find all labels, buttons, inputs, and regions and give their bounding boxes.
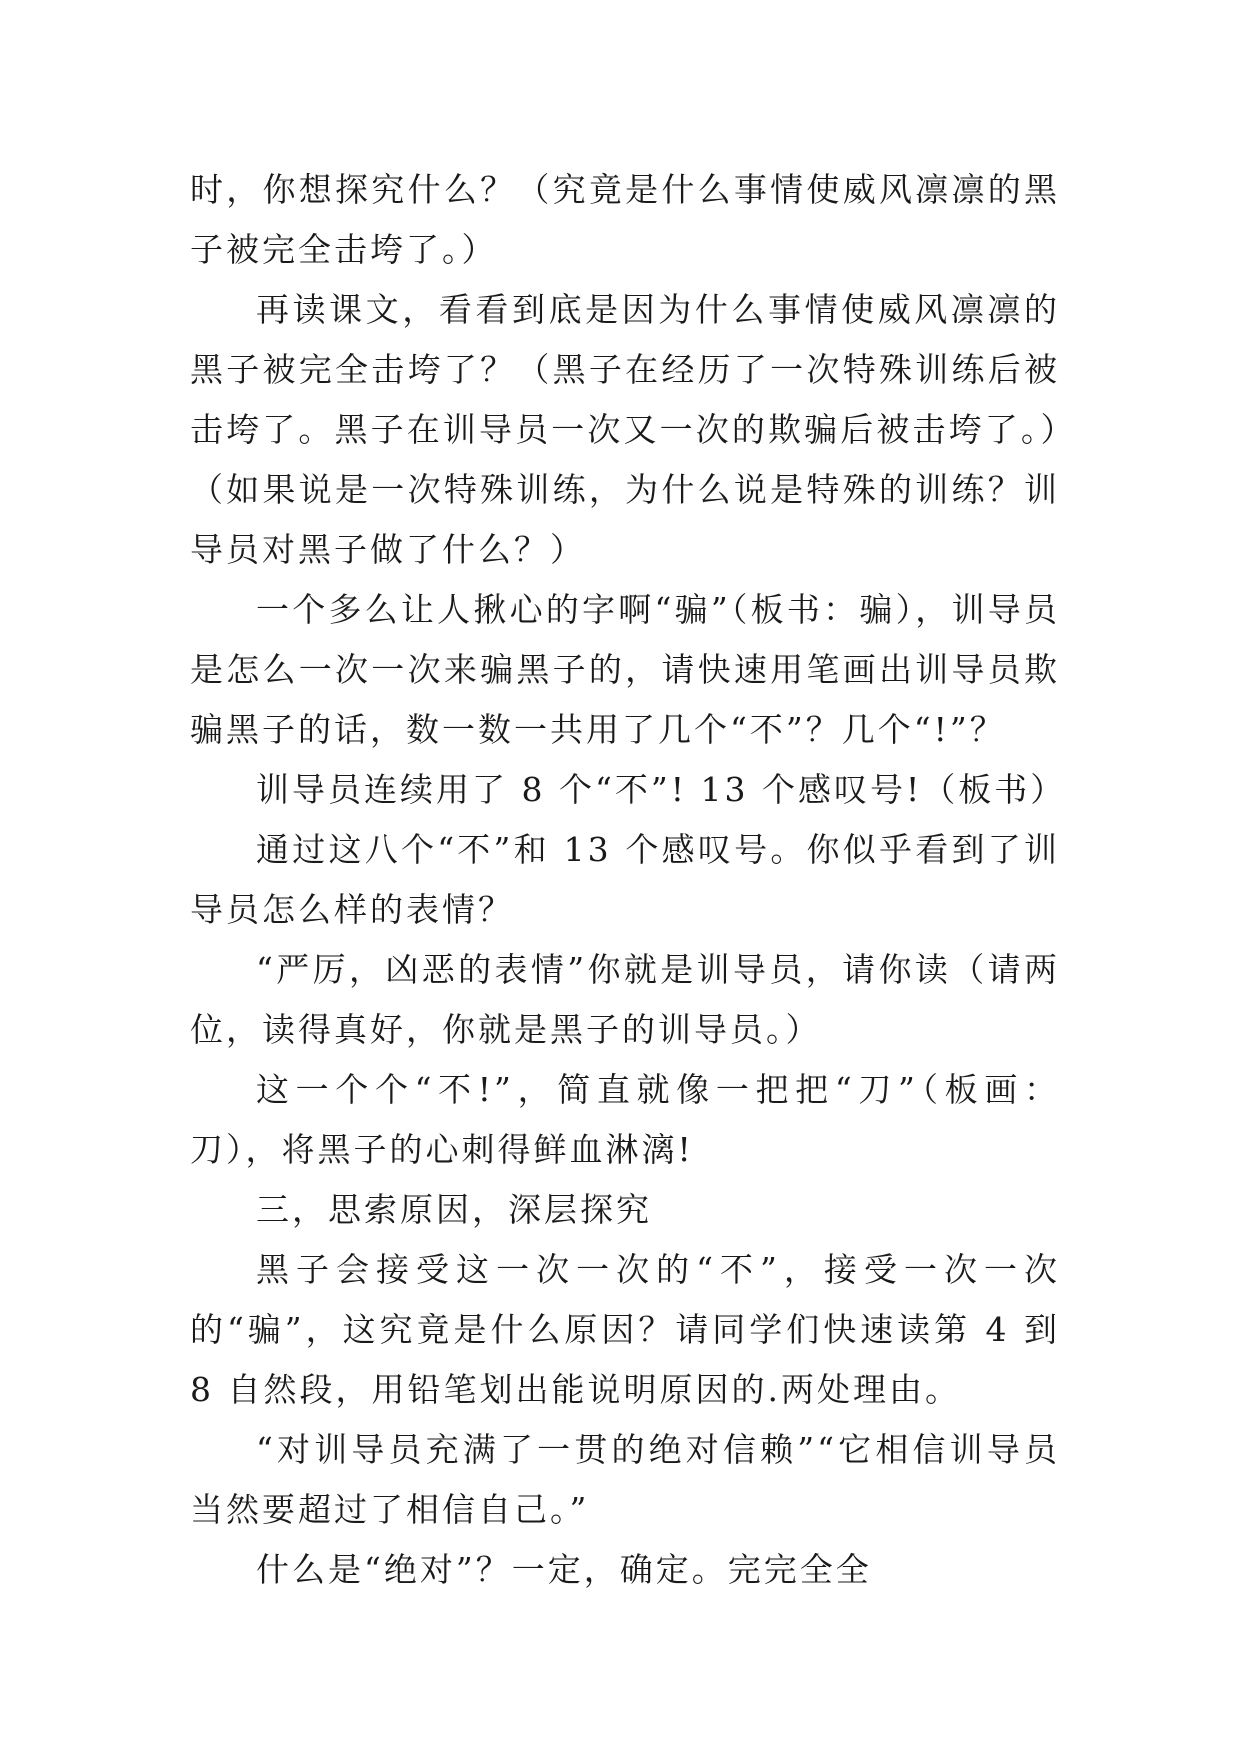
paragraph: 训导员连续用了 8 个“不”! 13 个感叹号!（板书） (256, 770, 1067, 809)
section-heading: 三，思索原因，深层探究 (256, 1190, 652, 1229)
paragraph: 时，你想探究什么？（究竟是什么事情使威风凛凛的黑子被完全击垮了。） (190, 170, 1060, 269)
paragraph: 什么是“绝对”？一定，确定。完完全全 (256, 1550, 872, 1589)
paragraph: “严厉，凶恶的表情”你就是训导员，请你读（请两位，读得真好，你就是黑子的训导员。） (190, 950, 1060, 1049)
paragraph: 一个多么让人揪心的字啊“骗”（板书：骗），训导员是怎么一次一次来骗黑子的，请快速用笔画出训导员欺骗黑子的话，数一数一共用了几个“不”？几个“!”？ (190, 590, 1060, 749)
paragraph: 黑子会接受这一次一次的“不”，接受一次一次的“骗”，这究竟是什么原因？请同学们快速读第 4 到 8 自然段，用铅笔划出能说明原因的.两处理由。 (190, 1250, 1060, 1409)
paragraph: “对训导员充满了一贯的绝对信赖”“它相信训导员当然要超过了相信自己。” (190, 1430, 1060, 1529)
document-body (190, 160, 1067, 1600)
paragraph: 这一个个“不!”，简直就像一把把“刀”（板画：刀），将黑子的心刺得鲜血淋漓! (190, 1070, 1060, 1169)
paragraph: 再读课文，看看到底是因为什么事情使威风凛凛的黑子被完全击垮了？（黑子在经历了一次特殊训练后被击垮了。黑子在训导员一次又一次的欺骗后被击垮了。）（如果说是一次特殊训练，为什么说是特殊的训练？训导员对黑子做了什么？） (190, 290, 1060, 569)
paragraph: 通过这八个“不”和 13 个感叹号。你似乎看到了训导员怎么样的表情？ (190, 830, 1060, 929)
